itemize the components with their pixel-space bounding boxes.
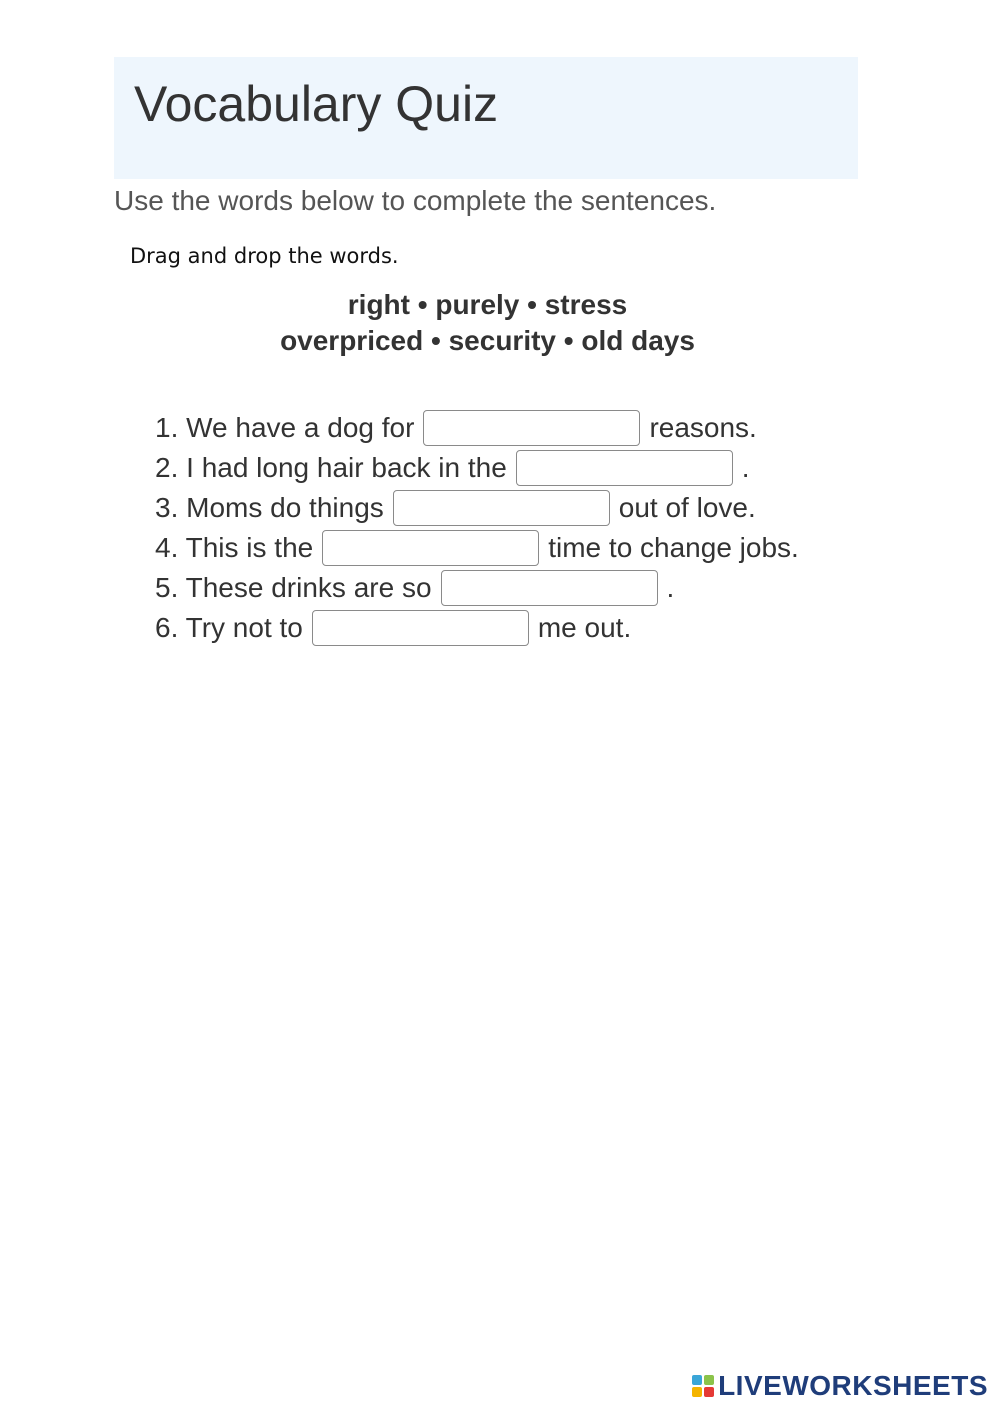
sentence-1-text-before: 1. We have a dog for bbox=[155, 412, 415, 443]
sentence-4 bbox=[155, 528, 799, 568]
sentence-3-text-after: out of love. bbox=[618, 492, 756, 523]
word-bank-line-1: right • purely • stress bbox=[347, 289, 628, 320]
liveworksheets-logo-icon bbox=[692, 1375, 714, 1397]
sentence-5-text-after: . bbox=[666, 572, 675, 603]
sentence-3-text-before: 3. Moms do things bbox=[155, 492, 384, 523]
answer-drop-box-4[interactable] bbox=[322, 530, 539, 566]
sentence-1 bbox=[155, 408, 757, 448]
page-title: Vocabulary Quiz bbox=[134, 76, 499, 132]
answer-drop-box-5[interactable] bbox=[441, 570, 658, 606]
word-bank-line-2: overpriced • security • old days bbox=[280, 325, 695, 356]
answer-drop-box-6[interactable] bbox=[312, 610, 529, 646]
sentence-6 bbox=[155, 608, 631, 648]
brand-name: LIVEWORKSHEETS bbox=[718, 1370, 988, 1401]
logo-square-2 bbox=[704, 1375, 714, 1385]
subtitle: Use the words below to complete the sentences. bbox=[114, 185, 717, 216]
sentence-4-text-after: time to change jobs. bbox=[548, 532, 799, 563]
sentence-5 bbox=[155, 568, 674, 608]
sentence-2-text-before: 2. I had long hair back in the bbox=[155, 452, 507, 483]
answer-drop-box-2[interactable] bbox=[516, 450, 733, 486]
sentence-2-text-after: . bbox=[741, 452, 750, 483]
answer-drop-box-1[interactable] bbox=[423, 410, 640, 446]
sentence-4-text-before: 4. This is the bbox=[155, 532, 314, 563]
sentence-6-text-before: 6. Try not to bbox=[155, 612, 303, 643]
sentence-2 bbox=[155, 448, 750, 488]
sentence-1-text-after: reasons. bbox=[649, 412, 757, 443]
sentence-5-text-before: 5. These drinks are so bbox=[155, 572, 432, 603]
sentence-3 bbox=[155, 488, 756, 528]
instruction-text: Drag and drop the words. bbox=[130, 244, 399, 268]
logo-square-3 bbox=[692, 1387, 702, 1397]
liveworksheets-brand bbox=[692, 1370, 988, 1402]
logo-square-1 bbox=[692, 1375, 702, 1385]
sentence-6-text-after: me out. bbox=[537, 612, 632, 643]
answer-drop-box-3[interactable] bbox=[393, 490, 610, 526]
logo-square-4 bbox=[704, 1387, 714, 1397]
